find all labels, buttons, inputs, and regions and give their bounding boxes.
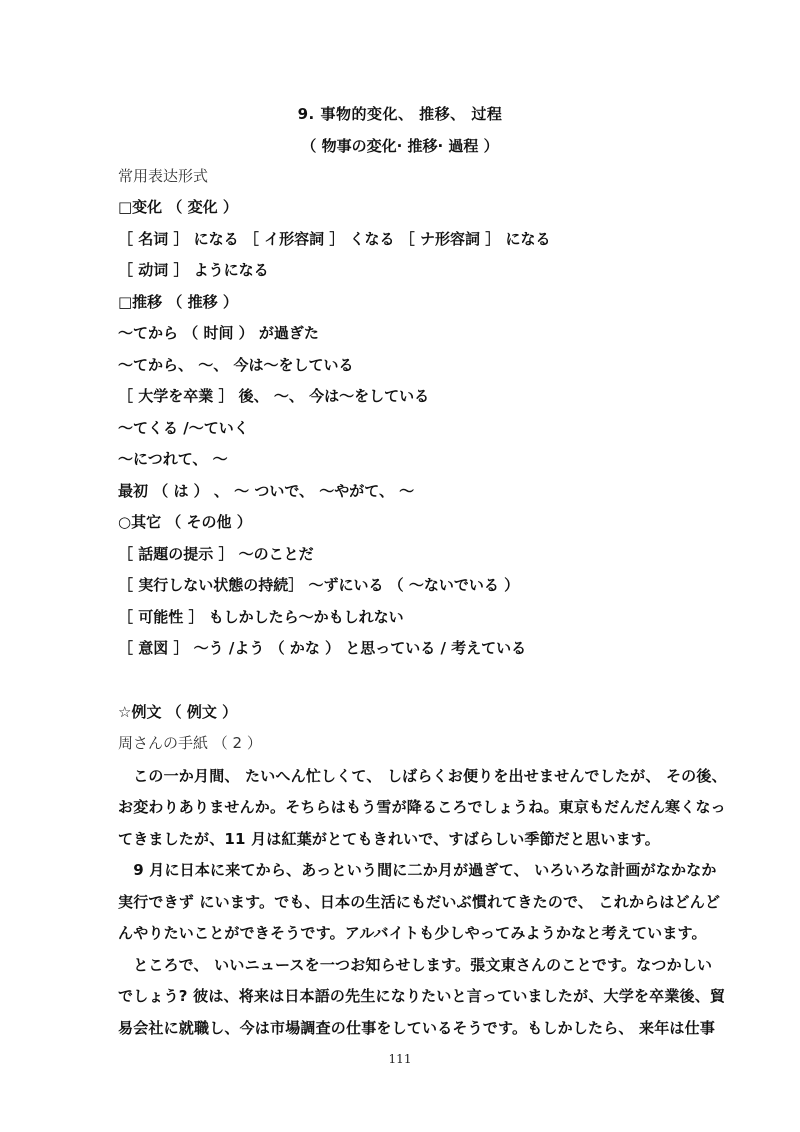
pattern-line: ○其它 （ その他 ）: [118, 513, 252, 531]
pattern-line: □推移 （ 推移 ）: [118, 293, 238, 311]
letter-line: お変わりありませんか。そちらはもう雪が降るころでしょうね。東京もだんだん寒くなっ: [118, 798, 726, 816]
letter-line: ところで、 いいニュースを一つお知らせします。張文東さんのことです。なつかしい: [118, 956, 713, 974]
section-heading: 常用表达形式: [118, 167, 209, 185]
pattern-line: 最初 （ は ） 、 ～ ついで、 ～やがて、 ～: [118, 482, 415, 500]
letter-line: んやりたいことができそうです。アルバイトも少しやってみようかなと考えています。: [118, 924, 707, 942]
pattern-line: ［ 可能性 ］ もしかしたら～かもしれない: [118, 608, 404, 626]
pattern-line: ［ 話題の提示 ］ ～のことだ: [118, 545, 314, 563]
lesson-title: 9. 事物的变化、 推移、 过程: [297, 105, 503, 123]
pattern-line: ［ 意図 ］ ～う /よう （ かな ） と思っている / 考えている: [118, 639, 527, 657]
pattern-line: ［ 名词 ］ になる ［ イ形容詞 ］ くなる ［ ナ形容詞 ］ になる: [118, 230, 551, 248]
pattern-line: □变化 （ 変化 ）: [118, 198, 238, 216]
letter-line: 実行できず にいます。でも、日本の生活にもだいぶ慣れてきたので、 これからはどんど: [118, 893, 721, 911]
letter-line: 9 月に日本に来てから、あっという間に二か月が過ぎて、 いろいろな計画がなかなか: [118, 861, 717, 879]
page-number: 111: [388, 1052, 412, 1066]
pattern-line: ［ 大学を卒業 ］ 後、 ～、 今は～をしている: [118, 387, 430, 405]
letter-line: この一か月間、 たいへん忙しくて、 しばらくお便りを出せませんでしたが、 その後、: [118, 767, 727, 785]
pattern-line: ［ 実行しない状態の持続］ ～ずにいる （ ～ないでいる ）: [118, 576, 520, 594]
lesson-subtitle: （ 物事の変化· 推移· 過程 ）: [301, 137, 499, 155]
letter-title: 周さんの手紙 （ 2 ）: [118, 734, 262, 752]
letter-line: てきましたが、11 月は紅葉がとてもきれいで、すばらしい季節だと思います。: [118, 830, 660, 848]
letter-line: 易会社に就職し、今は市場調査の仕事をしているそうです。もしかしたら、 来年は仕事: [118, 1019, 716, 1037]
pattern-line: ～てくる /～ていく: [118, 419, 249, 437]
pattern-line: ［ 动词 ］ ようになる: [118, 261, 269, 279]
pattern-line: ～につれて、 ～: [118, 450, 228, 468]
letter-line: でしょう? 彼は、将来は日本語の先生になりたいと言っていましたが、大学を卒業後、貿: [118, 987, 726, 1005]
pattern-line: ～てから （ 时间 ） が過ぎた: [118, 324, 319, 342]
pattern-line: ～てから、 ～、 今は～をしている: [118, 356, 354, 374]
example-heading: ☆例文 （ 例文 ）: [118, 703, 238, 721]
